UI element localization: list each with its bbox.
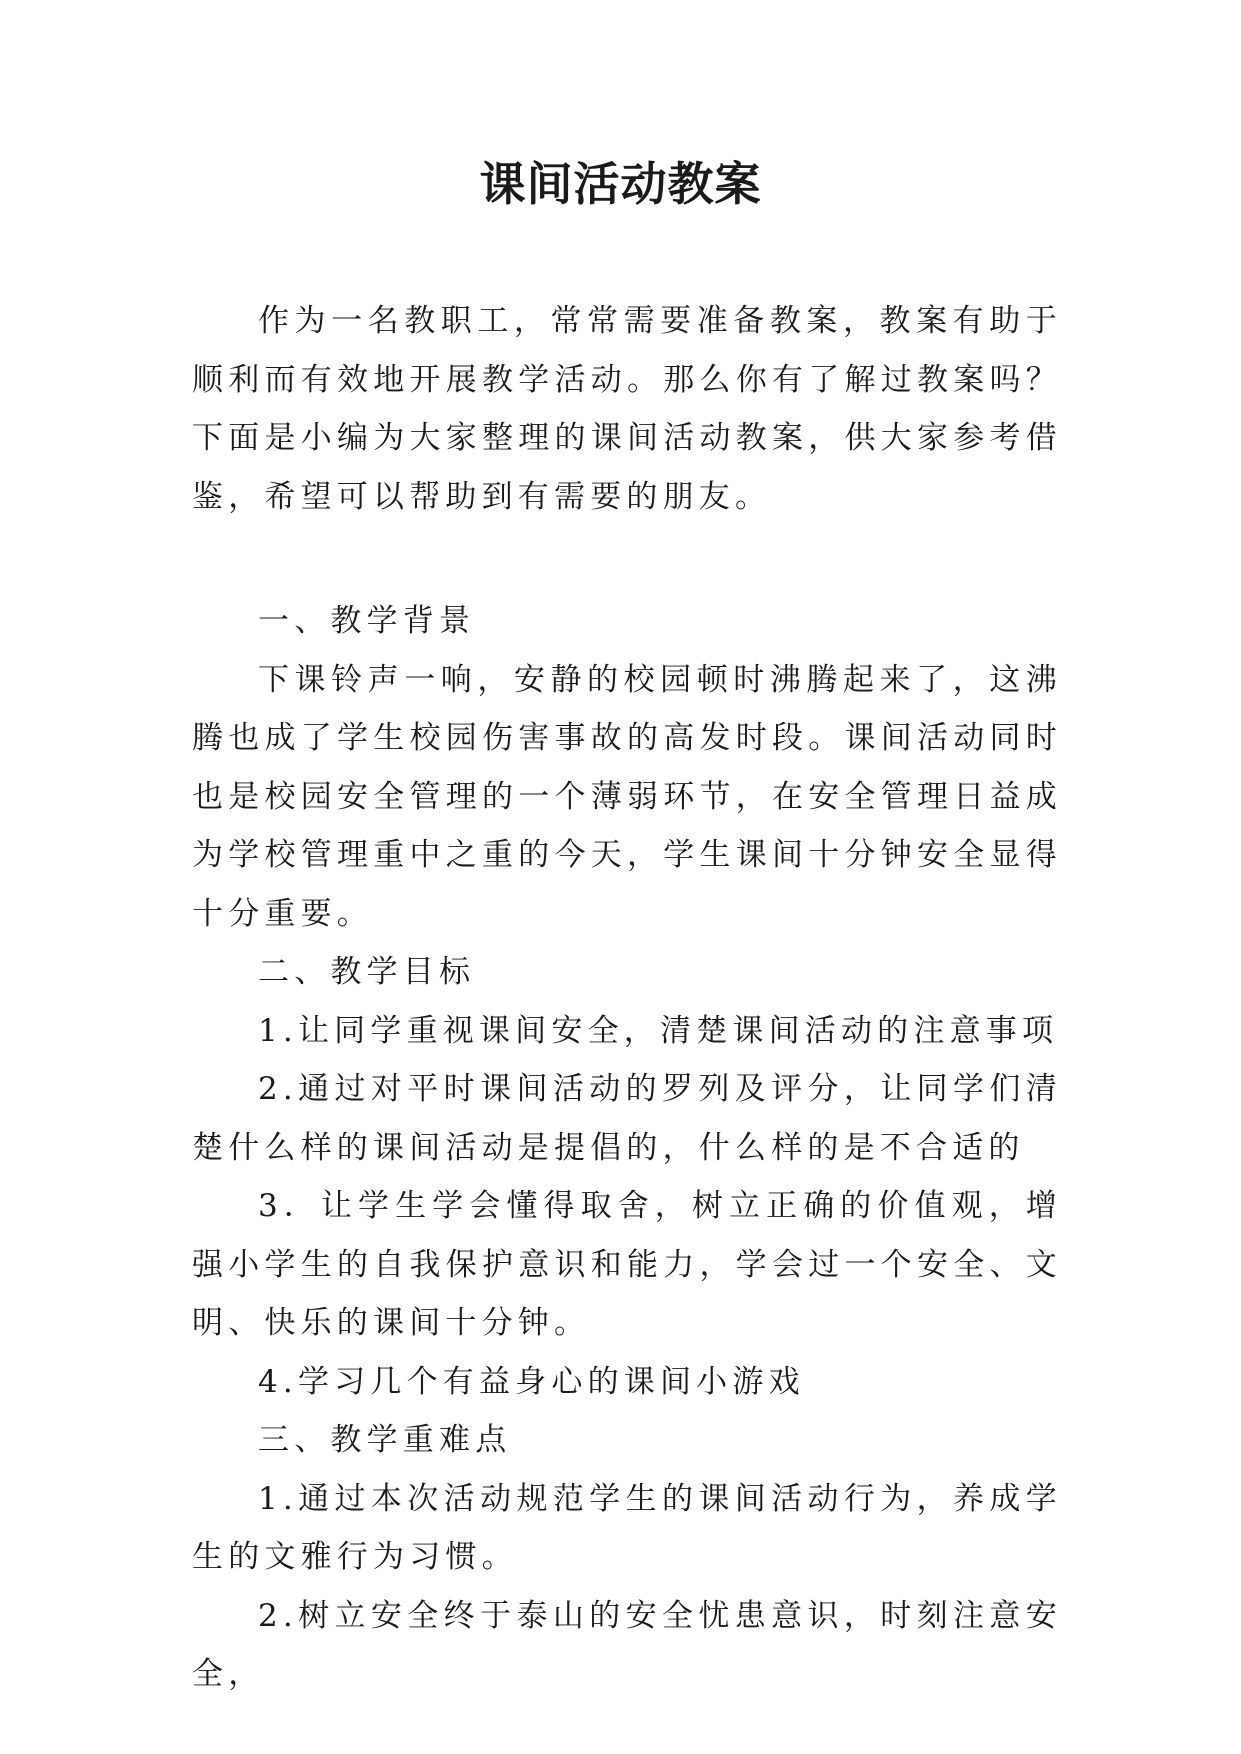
intro-paragraph: 作为一名教职工，常常需要准备教案，教案有助于顺利而有效地开展教学活动。那么你有了解过教案吗？下面是小编为大家整理的课间活动教案，供大家参考借鉴，希望可以帮助到有需要的朋友。 [192,303,1062,515]
objective-item-2: 2.通过对平时课间活动的罗列及评分，让同学们清楚什么样的课间活动是提倡的，什么样的是不合适的 [192,1071,1062,1166]
document-body [192,292,1062,1704]
key-point-item-1: 1.通过本次活动规范学生的课间活动行为，养成学生的文雅行为习惯。 [192,1480,1062,1575]
section-heading-key-points: 三、教学重难点 [258,1422,512,1458]
section-heading-objectives: 二、教学目标 [258,954,476,990]
section-gap [192,526,1062,592]
background-paragraph: 下课铃声一响，安静的校园顿时沸腾起来了，这沸腾也成了学生校园伤害事故的高发时段。课间活动同时也是校园安全管理的一个薄弱环节，在安全管理日益成为学校管理重中之重的今天，学生课间十分钟安全显得十分重要。 [192,661,1062,932]
key-point-item-2: 2.树立安全终于泰山的安全忧患意识，时刻注意安全， [192,1597,1062,1692]
document-title: 课间活动教案 [479,157,762,211]
objective-item-1: 1.让同学重视课间安全，清楚课间活动的注意事项 [258,1012,1059,1049]
objective-item-4: 4.学习几个有益身心的课间小游戏 [258,1363,805,1400]
section-heading-background: 一、教学背景 [258,603,476,639]
objective-item-3: 3．让学生学会懂得取舍，树立正确的价值观，增强小学生的自我保护意识和能力，学会过一个安全、文明、快乐的课间十分钟。 [192,1188,1062,1341]
